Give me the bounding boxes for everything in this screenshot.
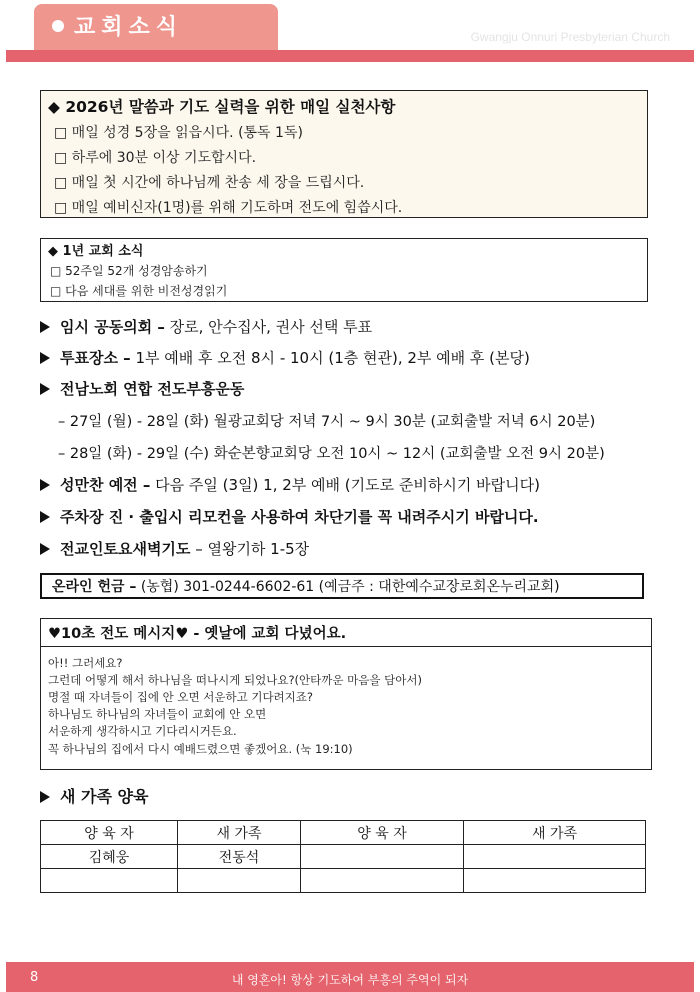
bullet-dot-icon [52,20,64,32]
table-row [41,869,646,893]
year-news-item: □ 52주일 52개 성경암송하기 [50,264,208,278]
table-header-cell: 새 가족 [178,821,301,845]
table-header-cell: 양 육 자 [41,821,178,845]
page-number: 8 [30,970,39,985]
online-giving-text: 온라인 헌금 – (농협) 301-0244-6602-61 (예금주 : 대한예수교장로회온누리교회) [52,579,560,595]
triangle-bullet-icon [40,543,50,555]
footer-motto: 내 영혼아! 항상 기도하여 부흥의 주역이 되자 [231,973,469,987]
table-cell: 전동석 [178,845,301,869]
message-line: 명절 때 자녀들이 집에 안 오면 서운하고 기다려지죠? [48,690,313,704]
table-cell [178,869,301,893]
section-title: 교회소식 [74,15,184,40]
triangle-bullet-icon [40,479,50,491]
practice-item: □ 매일 예비신자(1명)를 위해 기도하며 전도에 힘씁시다. [54,200,403,216]
header-band [6,50,694,62]
table-cell [41,869,178,893]
triangle-bullet-icon [40,352,50,364]
new-family-table [40,820,646,893]
message-title: ♥10초 전도 메시지♥ - 옛날에 교회 다녔어요. [48,626,347,642]
message-line: 꼭 하나님의 집에서 다시 예배드렸으면 좋겠어요. (눅 19:10) [48,742,353,756]
practice-item: □ 매일 첫 시간에 하나님께 찬송 세 장을 드립시다. [54,175,365,191]
table-cell [464,845,646,869]
year-news-title: ◆ 1년 교회 소식 [48,244,144,259]
table-header-cell: 양 육 자 [301,821,464,845]
new-family-heading: 새 가족 양육 [40,784,148,807]
table-cell [301,845,464,869]
triangle-bullet-icon [40,791,50,803]
revival-schedule-line: – 28일 (화) - 29일 (수) 화순본향교회당 오전 10시 ~ 12시 (교회출발 오전 9시 20분) [58,446,605,462]
table-cell: 김혜웅 [41,845,178,869]
notice-item: 전남노회 연합 전도부흥운동 [40,378,244,399]
table-cell [464,869,646,893]
divider [40,646,652,647]
church-name: Gwangju Onnuri Presbyterian Church [470,30,670,44]
notice-item: 성만찬 예전 – 다음 주일 (3일) 1, 2부 예배 (기도로 준비하시기 바랍니다) [40,474,540,495]
triangle-bullet-icon [40,321,50,333]
message-line: 서운하게 생각하시고 기다리시거든요. [48,724,237,738]
message-line: 아!! 그러세요? [48,656,123,670]
year-news-item: □ 다음 세대를 위한 비전성경읽기 [50,284,228,298]
table-header-cell: 새 가족 [464,821,646,845]
table-header-row [41,821,646,845]
message-line: 하나님도 하나님의 자녀들이 교회에 안 오면 [48,707,267,721]
table-cell [301,869,464,893]
triangle-bullet-icon [40,383,50,395]
triangle-bullet-icon [40,511,50,523]
revival-schedule-line: – 27일 (월) - 28일 (화) 월광교회당 저녁 7시 ~ 9시 30분 (교회출발 저녁 6시 20분) [58,414,596,430]
notice-item: 전교인토요새벽기도 – 열왕기하 1-5장 [40,538,309,559]
practice-item: □ 매일 성경 5장을 읽읍시다. (통독 1독) [54,125,303,141]
practice-item: □ 하루에 30분 이상 기도합시다. [54,150,257,166]
notice-item: 주차장 진 · 출입시 리모컨을 사용하여 차단기를 꼭 내려주시기 바랍니다. [40,506,539,527]
message-line: 그런데 어떻게 해서 하나님을 떠나시게 되었나요?(안타까운 마음을 담아서) [48,673,422,687]
notice-item: 임시 공동의회 – 장로, 안수집사, 권사 선택 투표 [40,316,372,337]
table-row [41,845,646,869]
notice-item: 투표장소 – 1부 예배 후 오전 8시 - 10시 (1층 현관), 2부 예배 후 (본당) [40,347,530,368]
practice-box-title: ◆ 2026년 말씀과 기도 실력을 위한 매일 실천사항 [48,98,396,116]
